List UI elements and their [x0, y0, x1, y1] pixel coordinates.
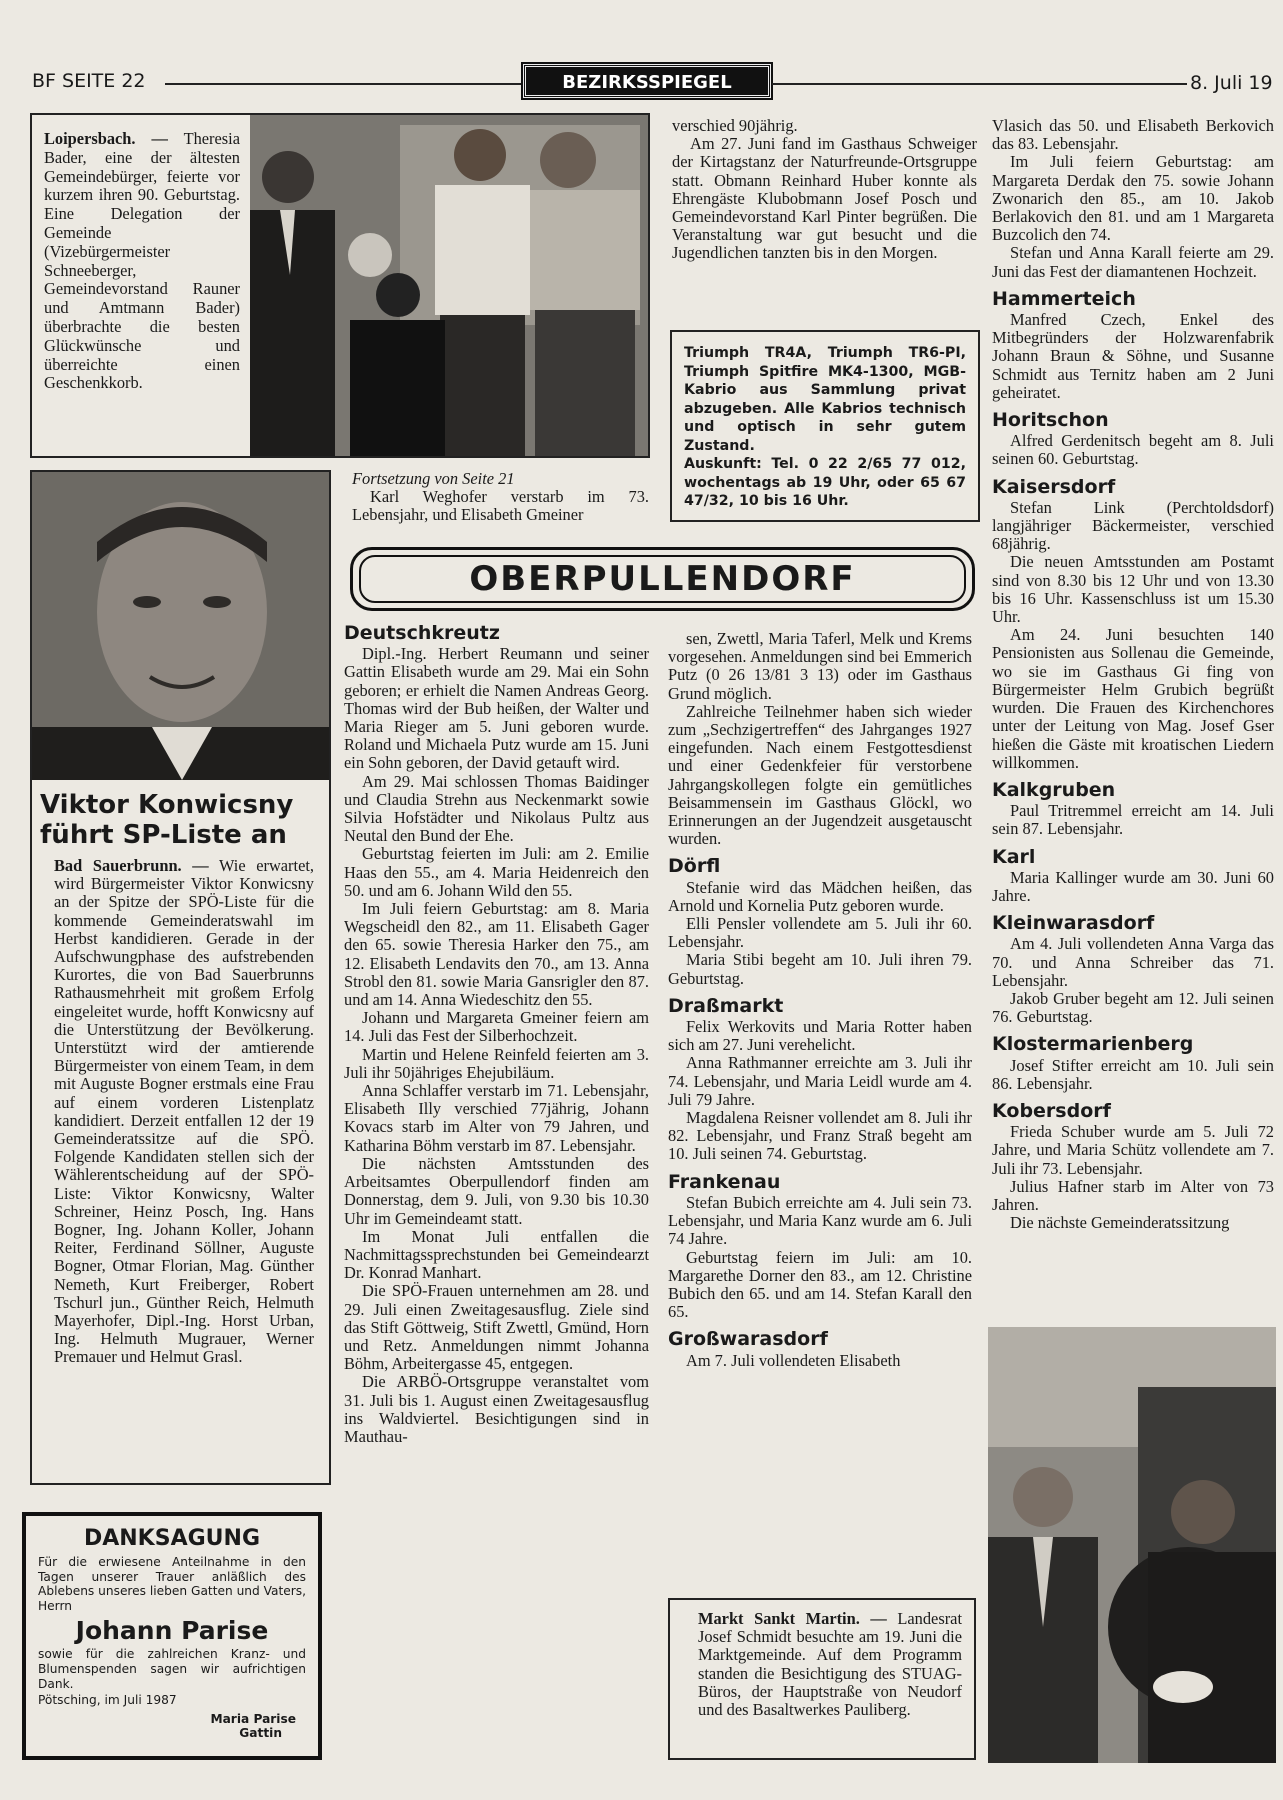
paragraph: Geburtstag feiern im Juli: am 10. Margarethe Dorner den 83., am 12. Christine Bubich den 65. und am 14. Stefan Karall den 65.	[668, 1247, 972, 1322]
triumph-ad	[670, 330, 980, 522]
fortsetzung-block	[352, 470, 649, 525]
oberpullendorf-banner	[350, 547, 975, 611]
paragraph: Zahlreiche Teilnehmer haben sich wieder zum „Sechzigertreffen“ des Jahrganges 1927 eingefunden. Nach einem Festgottesdienst und einer Gedenkfeier für verstorbene Jahrgangskollegen folgte ein gemütliches Beisammensein im Gasthaus Glöckl, wo Erinnerungen an der Jugendzeit ausgetauscht wurden.	[668, 701, 972, 849]
schmidt-photo	[988, 1327, 1276, 1763]
paragraph: Dipl.-Ing. Herbert Reumann und seiner Gattin Elisabeth wurde am 29. Mai ein Sohn geboren; er erhielt die Namen Andreas Georg. Thomas wird der Bub heißen, der Walter und Maria Rieger am 5. Juni geboren wurde. Roland und Michaela Putz wurde am 15. Juni ein Sohn geboren, der David getauft wird.	[344, 644, 649, 773]
konwicsny-body	[54, 857, 314, 1367]
paragraph: Johann und Margareta Gmeiner feiern am 14. Juli das Fest der Silberhochzeit.	[344, 1008, 649, 1046]
paragraph: Anna Rathmanner erreichte am 3. Juli ihr 74. Lebensjahr, und Maria Leidl wurde am 4. Juli 79 Jahre.	[668, 1053, 972, 1109]
paragraph: Am 4. Juli vollendeten Anna Varga das 70. und Anna Schreiber das 71. Lebensjahr.	[992, 934, 1274, 990]
place-heading-kalkgruben: Kalkgruben	[992, 778, 1116, 801]
header-rule-left	[165, 83, 525, 85]
paragraph: Die nächste Gemeinderatssitzung	[1010, 1213, 1230, 1233]
paragraph: Jakob Gruber begeht am 12. Juli seinen 76. Geburtstag.	[992, 988, 1274, 1027]
loipersbach-text: Theresia Bader, eine der ältesten Gemeindebürger, feierte vor kurzem ihren 90. Geburtstag. Eine Delegation der Gemeinde (Vizebürgermeister Schneeberger, Gemeindevorstand Rauner und Amtmann Bader) überbrachte die besten Glückwünsche und überreichte einen Geschenkkorb.	[44, 129, 240, 393]
oberpullendorf-column-2	[668, 630, 972, 1370]
paragraph: Stefanie wird das Mädchen heißen, das Arnold und Kornelia Putz geboren wurde.	[668, 877, 972, 915]
right-top-p1: Vlasich das 50. und Elisabeth Berkovich das 83. Lebensjahr.	[992, 117, 1274, 154]
place-heading-kaisersdorf: Kaisersdorf	[992, 475, 1116, 498]
top-middle-p2: Am 27. Juni fand im Gasthaus Schweiger der Kirtagstanz der Naturfreunde-Ortsgruppe statt. Obmann Reinhard Huber konnte als Ehrengäste Klubobmann Josef Posch und Gemeindevorstand Karl Pinter begrüßen. Die Veranstaltung war gut besucht und die Jugendlichen tanzten bis in den Morgen.	[672, 134, 977, 263]
place-heading-drassmarkt: Draßmarkt	[668, 994, 784, 1017]
place-heading-horitschon: Horitschon	[992, 409, 1109, 432]
paragraph: Geburtstag feierten im Juli: am 2. Emilie Haas den 55., am 4. Maria Heidenreich den 50. und am 6. Johann Wild den 55.	[344, 844, 649, 900]
place-heading-kleinwarasdorf: Kleinwarasdorf	[992, 912, 1155, 935]
header-rule-right	[772, 83, 1187, 85]
sankt-martin-box	[668, 1598, 976, 1760]
danksagung-signer-role: Gattin	[239, 1726, 282, 1741]
paragraph: Martin und Helene Reinfeld feierten am 3. Juli ihr 50jähriges Ehejubiläum.	[344, 1044, 649, 1082]
place-heading-frankenau: Frankenau	[668, 1170, 781, 1193]
danksagung-place-date: Pötsching, im Juli 1987	[38, 1693, 177, 1708]
sankt-martin-dateline: Markt Sankt Martin. —	[698, 1609, 887, 1628]
paragraph: Die nächsten Amtsstunden des Arbeitsamtes Oberpullendorf finden am Donnerstag, dem 9. Juli, von 9.30 bis 10.30 Uhr im Gemeindeamt statt.	[344, 1153, 649, 1228]
page-label: BF SEITE 22	[32, 70, 146, 92]
top-middle-p1: verschied 90jährig.	[672, 116, 798, 135]
place-heading-karl: Karl	[992, 845, 1036, 868]
paragraph: Elli Pensler vollendete am 5. Juli ihr 60. Lebensjahr.	[668, 914, 972, 952]
konwicsny-dateline: Bad Sauerbrunn. —	[54, 856, 209, 875]
paragraph: Am 7. Juli vollendeten Elisabeth	[686, 1350, 901, 1370]
paragraph: Julius Hafner starb im Alter von 73 Jahren.	[992, 1176, 1274, 1214]
konwicsny-headline: Viktor Konwicsny führt SP-Liste an	[40, 790, 294, 850]
loipersbach-photo	[250, 115, 648, 456]
place-heading-doerfl: Dörfl	[668, 855, 721, 878]
paragraph: Frieda Schuber wurde am 5. Juli 72 Jahre, und Maria Schütz vollendete am 7. Juli ihr 73. Lebensjahr.	[992, 1122, 1274, 1178]
paragraph: Stefan Bubich erreichte am 4. Juli sein 73. Lebensjahr, und Maria Kanz wurde am 6. Juli 74 Jahre.	[668, 1192, 972, 1249]
danksagung-body: sowie für die zahlreichen Kranz- und Blumenspenden sagen wir aufrichtigen Dank.	[38, 1647, 306, 1691]
loipersbach-caption	[44, 130, 240, 393]
paragraph: Felix Werkovits und Maria Rotter haben sich am 27. Juni verehelicht.	[668, 1017, 972, 1055]
loipersbach-photo-box	[30, 113, 650, 458]
paragraph: Stefan Link (Perchtoldsdorf) langjähriger Bäckermeister, verschied 68jährig.	[992, 497, 1274, 554]
paragraph: Maria Stibi begeht am 10. Juli ihren 79. Geburtstag.	[668, 950, 972, 988]
paragraph: Manfred Czech, Enkel des Mitbegründers der Holzwarenfabrik Johann Braun & Söhne, und Susanne Schmidt aus Ternitz haben am 2 Juni geheiratet.	[992, 310, 1274, 402]
konwicsny-box	[30, 470, 331, 1485]
page-date: 8. Juli 19	[1190, 72, 1273, 94]
section-title: BEZIRKSSPIEGEL	[523, 64, 771, 98]
top-middle-text	[672, 117, 977, 263]
loipersbach-dateline: Loipersbach. —	[44, 129, 168, 148]
paragraph: sen, Zwettl, Maria Taferl, Melk und Krems vorgesehen. Anmeldungen sind bei Emmerich Putz (0 26 13/81 3 13) oder im Gasthaus Grund möglich.	[668, 629, 972, 703]
danksagung-title: DANKSAGUNG	[83, 1526, 260, 1551]
right-top-p2: Im Juli feiern Geburtstag: am Margareta Derdak den 75. sowie Johann Zwonarich den 85., am 10. Jakob Berlakovich den 81. und am 1 Margareta Buzcolich den 74.	[992, 152, 1274, 245]
fortsetzung-text: Karl Weghofer verstarb im 73. Lebensjahr, und Elisabeth Gmeiner	[352, 487, 649, 525]
oberpullendorf-column-1	[344, 615, 649, 1446]
paragraph: Magdalena Reisner vollendet am 8. Juli ihr 82. Lebensjahr, und Franz Straß begeht am 10. Juli seinen 74. Geburtstag.	[668, 1108, 972, 1164]
place-heading-grosswarasdorf: Großwarasdorf	[668, 1328, 828, 1351]
paragraph: Paul Tritremmel erreicht am 14. Juli sein 87. Lebensjahr.	[992, 801, 1274, 839]
paragraph: Die ARBÖ-Ortsgruppe veranstaltet vom 31. Juli bis 1. August einen Zweitagesausflug ins Waldviertel. Besichtigungen sind in Mauthau-	[344, 1372, 649, 1446]
danksagung-box	[22, 1512, 322, 1760]
paragraph: Am 24. Juni besuchten 140 Pensionisten aus Sollenau die Gemeinde, wo sie im Gasthaus Gi fing von Bürgermeister Helm Grubich begrüßt wurden. Die Frauen des Kirchenchores unter der Leitung von Mag. Josef Gser hießen die Gäste mit kroatischen Liedern willkommen.	[992, 625, 1274, 772]
paragraph: Josef Stifter erreicht am 10. Juli sein 86. Lebensjahr.	[992, 1055, 1274, 1093]
konwicsny-portrait	[32, 472, 329, 780]
place-heading-hammerteich: Hammerteich	[992, 287, 1136, 310]
oberpullendorf-title: OBERPULLENDORF	[469, 559, 856, 599]
danksagung-name: Johann Parise	[75, 1616, 269, 1646]
paragraph: Die SPÖ-Frauen unternehmen am 28. und 29. Juli einen Zweitagesausflug. Ziele sind das Stift Göttweig, Stift Zwettl, Gmünd, Horn und Retz. Anmeldungen nimmt Johanna Böhm, Arbeitergasse 45, entgegen.	[344, 1281, 649, 1374]
sankt-martin-text: Landesrat Josef Schmidt besuchte am 19. Juni die Marktgemeinde. Auf dem Programm standen die Besichtigung des STUAG-Büros, der Hauptstraße von Neudorf und des Basaltwerkes Pauliberg.	[698, 1609, 962, 1720]
fortsetzung-label: Fortsetzung von Seite 21	[352, 469, 515, 488]
right-sections	[992, 287, 1274, 1233]
paragraph: Im Juli feiern Geburtstag: am 8. Maria Wegscheidl den 82., am 11. Elisabeth Gager den 65. sowie Theresia Harker den 75., am 12. Elisabeth Lendavits den 70., am 13. Anna Strobl den 81. sowie Maria Gansrigler den 87. und am 14. Anna Wiedeschitz den 55.	[344, 899, 649, 1010]
right-column	[992, 117, 1274, 1322]
paragraph: Am 29. Mai schlossen Thomas Baidinger und Claudia Strehn aus Neckenmarkt sowie Silvia Hofstädter und Nikolaus Pultz aus Neutal den Bund der Ehe.	[344, 771, 649, 846]
danksagung-intro: Für die erwiesene Anteilnahme in den Tagen unserer Trauer anläßlich des Ablebens unseres lieben Gatten und Vaters, Herrn	[38, 1555, 306, 1613]
triumph-ad-contact: Auskunft: Tel. 0 22 2/65 77 012, wochentags ab 19 Uhr, oder 65 67 47/32, 10 bis 16 Uhr.	[684, 456, 966, 509]
paragraph: Die neuen Amtsstunden am Postamt sind von 8.30 bis 12 Uhr und von 13.30 bis 16 Uhr. Kassenschluss ist um 15.30 Uhr.	[992, 552, 1274, 627]
konwicsny-text: Wie erwartet, wird Bürgermeister Viktor Konwicsny an der Spitze der SPÖ-Liste für die kommende Gemeinderatswahl im Herbst kandidieren. Gerade in der Aufschwungphase des aufstrebenden Kurortes, die von Bad Sauerbrunns Rathausmehrheit mit großem Erfolg eingeleitet wurde, hofft Konwicsny auf die Unterstützung der Bevölkerung. Unterstützt wird der amtierende Bürgermeister von einem Team, in dem mit Auguste Bogner erstmals eine Frau auf einem vorderen Listenplatz kandidiert. Derzeit entfallen 12 der 19 Gemeinderatssitze auf die SPÖ. Folgende Kandidaten stellen sich der Wählerentscheidung auf der SPÖ-Liste: Viktor Konwicsny, Walter Schreiner, Heinz Posch, Ing. Hans Bogner, Ing. Johann Koller, Johann Reiter, Ferdinand Söllner, Auguste Bogner, Otmar Florian, Mag. Günther Nemeth, Kurt Freiberger, Robert Tschurl jun., Günther Reich, Helmuth Mayerhofer, Dipl.-Ing. Horst Urban, Ing. Helmuth Mugrauer, Werner Premauer und Helmut Grasl.	[54, 856, 314, 1367]
paragraph: Anna Schlaffer verstarb im 71. Lebensjahr, Elisabeth Illy verschied 77jährig, Johann Kovacs starb im Alter von 79 Jahren, und Katharina Böhm verstarb im 87. Lebensjahr.	[344, 1081, 649, 1155]
paragraph: Im Monat Juli entfallen die Nachmittagssprechstunden bei Gemeindearzt Dr. Konrad Manhart.	[344, 1226, 649, 1283]
danksagung-signer: Maria Parise	[210, 1711, 296, 1726]
place-heading-deutschkreutz: Deutschkreutz	[344, 622, 500, 644]
paragraph: Maria Kallinger wurde am 30. Juni 60 Jahre.	[992, 867, 1274, 905]
place-heading-klostermarienberg: Klostermarienberg	[992, 1033, 1194, 1056]
right-top-p3: Stefan und Anna Karall feierte am 29. Juni das Fest der diamantenen Hochzeit.	[992, 243, 1274, 281]
paragraph: Alfred Gerdenitsch begeht am 8. Juli seinen 60. Geburtstag.	[992, 431, 1274, 469]
triumph-ad-text: Triumph TR4A, Triumph TR6-PI, Triumph Spitfire MK4-1300, MGB-Kabrio aus Sammlung privat abzugeben. Alle Kabrios technisch und optisch in sehr gutem Zustand.	[684, 345, 966, 454]
place-heading-kobersdorf: Kobersdorf	[992, 1099, 1111, 1122]
